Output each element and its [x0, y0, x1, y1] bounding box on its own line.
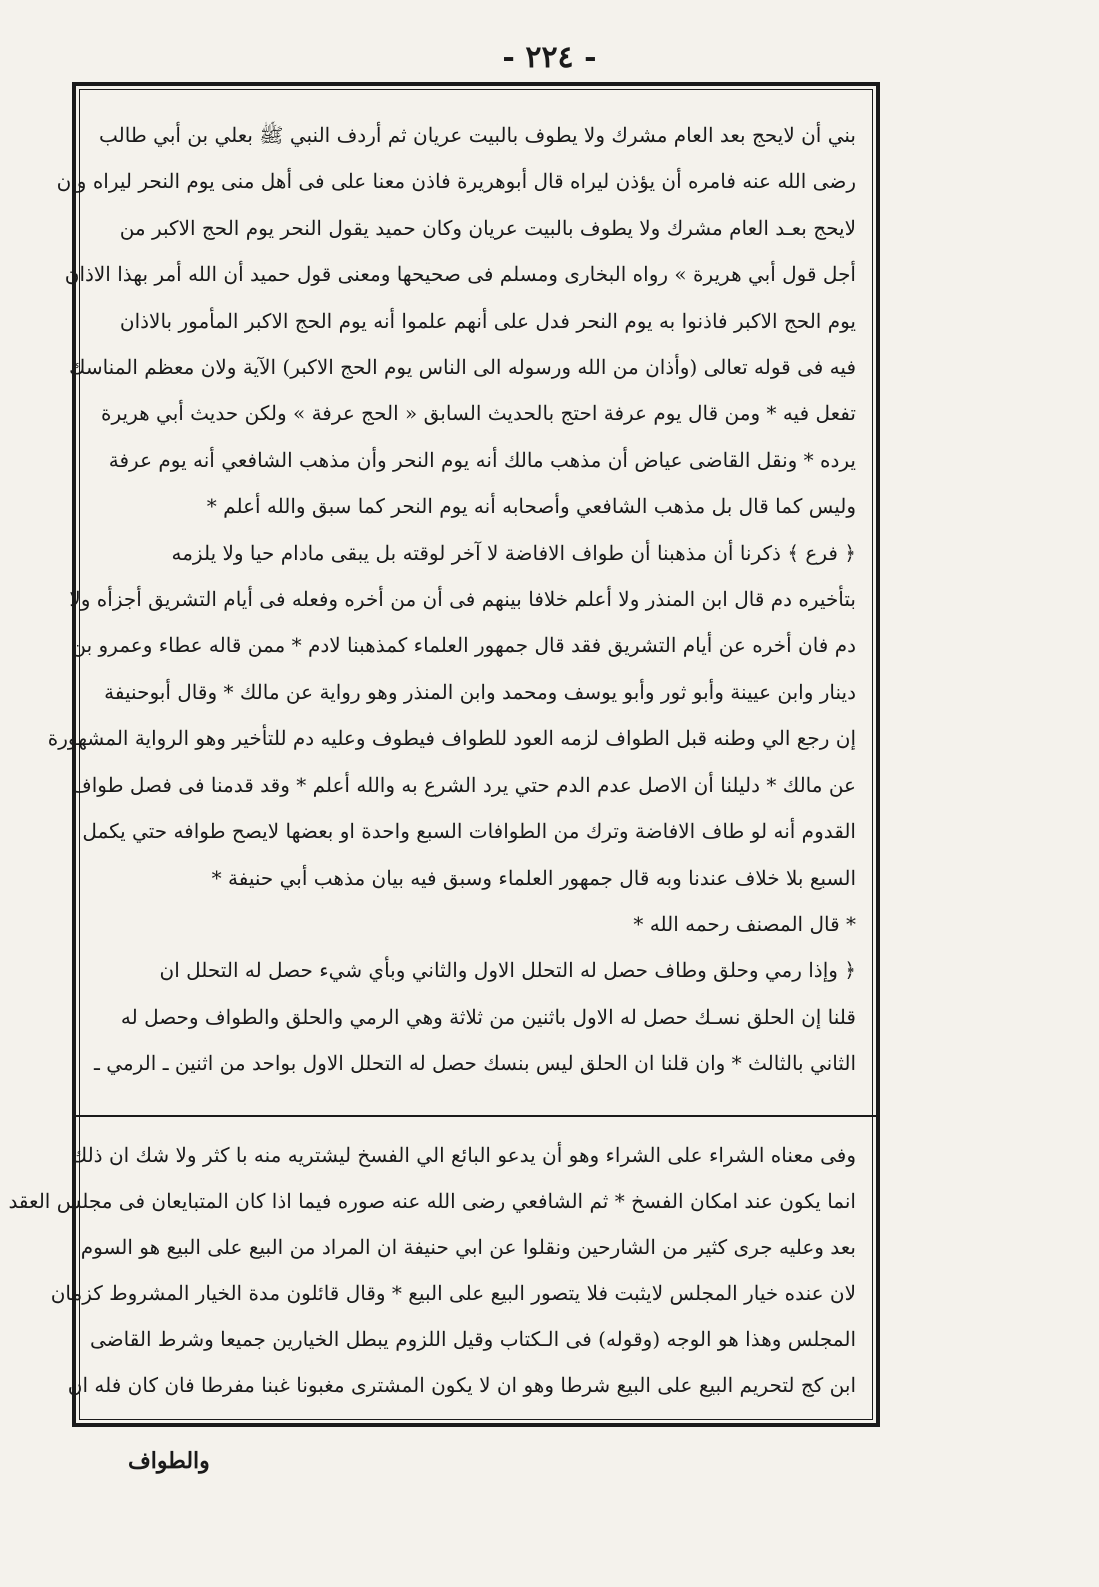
footnote-text: [8, 1132, 856, 1400]
footnote-line: المجلس وهذا هو الوجه (وقوله) فى الـكتاب وقيل اللزوم يبطل الخيارين جميعا وشرط القاضى: [89, 1327, 856, 1351]
text-line: لايحج بعـد العام مشرك ولا يطوف بالبيت عريان وكان حميد يقول النحر يوم الحج الاكبر من: [119, 215, 856, 240]
text-line: يوم الحج الاكبر فاذنوا به يوم النحر فدل على أنهم علموا أنه يوم الحج الاكبر المأمور بالاذان: [119, 308, 856, 333]
text-line: أجل قول أبي هريرة » رواه البخارى ومسلم فى صحيحها ومعنى قول حميد أن الله أمر بهذا الاذان: [64, 262, 856, 287]
text-line: يرده * ونقل القاضى عياض أن مذهب مالك أنه يوم النحر وأن مذهب الشافعي أنه يوم عرفة: [108, 447, 856, 472]
footnote-line: انما يكون عند امكان الفسخ * ثم الشافعي رضى الله عنه صوره فيما اذا كان المتبايعان فى مجلس العقد: [8, 1189, 856, 1213]
text-line: تفعل فيه * ومن قال يوم عرفة احتج بالحديث السابق « الحج عرفة » ولكن حديث أبي هريرة: [101, 401, 856, 426]
text-line: قلنا إن الحلق نسـك حصل له الاول باثنين من ثلاثة وهي الرمي والحلق والطواف وحصل له: [120, 1004, 856, 1029]
text-line: ﴿ وإذا رمي وحلق وطاف حصل له التحلل الاول والثاني وبأي شيء حصل له التحلل ان: [159, 958, 856, 983]
footnote-line: وفى معناه الشراء على الشراء وهو أن يدعو البائع الي الفسخ ليشتريه منه با كثر ولا شك ان ذلك: [70, 1143, 856, 1167]
text-line: دينار وابن عيينة وأبو ثور وأبو يوسف ومحمد وابن المنذر وهو رواية عن مالك * وقال أبوحنيفة: [104, 679, 856, 704]
page-number: - ٢٢٤ -: [502, 40, 597, 75]
text-line: القدوم أنه لو طاف الافاضة وترك من الطوافات السبع واحدة او بعضها لايصح طوافه حتي يكمل: [82, 819, 856, 844]
text-line: إن رجع الي وطنه قبل الطواف لزمه العود للطواف فيطوف وعليه دم للتأخير وهو الرواية المشهورة: [47, 726, 856, 751]
text-line: دم فان أخره عن أيام التشريق فقد قال جمهور العلماء كمذهبنا لادم * ممن قاله عطاء وعمرو بن: [71, 633, 856, 658]
text-line: عن مالك * دليلنا أن الاصل عدم الدم حتي يرد الشرع به والله أعلم * وقد قدمنا فى فصل طواف: [70, 772, 856, 797]
footnote-line: بعد وعليه جرى كثير من الشارحين ونقلوا عن ابي حنيفة ان المراد من البيع على البيع هو السوم: [80, 1235, 856, 1259]
text-line: الثاني بالثالث * وان قلنا ان الحلق ليس بنسك حصل له التحلل الاول بواحد من اثنين ـ الرمي ـ: [94, 1051, 856, 1076]
footnote-line: ابن كج لتحريم البيع على البيع شرطا وهو ان لا يكون المشترى مغبونا غبنا مفرطا فان كان فله ان: [67, 1373, 856, 1397]
text-line: فيه فى قوله تعالى (وأذان من الله ورسوله الى الناس يوم الحج الاكبر) الآية ولان معظم المناسك: [68, 355, 856, 380]
main-text: [47, 112, 856, 1088]
text-line: السبع بلا خلاف عندنا وبه قال جمهور العلماء وسبق فيه بيان مذهب أبي حنيفة *: [211, 865, 856, 890]
footnote-separator: [76, 1115, 876, 1117]
text-line: رضى الله عنه فامره أن يؤذن ليراه قال أبوهريرة فاذن معنا على فى أهل منى يوم النحر ليراه وأن: [56, 169, 856, 194]
text-line: * قال المصنف رحمه الله *: [633, 911, 856, 936]
text-line: ﴿ فرع ﴾ ذكرنا أن مذهبنا أن طواف الافاضة لا آخر لوقته بل يبقى مادام حيا ولا يلزمه: [171, 540, 856, 565]
footnote-line: لان عنده خيار المجلس لايثبت فلا يتصور البيع على البيع * وقال قائلون مدة الخيار المشروط كزمان: [50, 1281, 856, 1305]
text-line: وليس كما قال بل مذهب الشافعي وأصحابه أنه يوم النحر كما سبق والله أعلم *: [206, 494, 856, 519]
text-line: بتأخيره دم قال ابن المنذر ولا أعلم خلافا بينهم فى أن من أخره وفعله فى أيام التشريق أجزأه ولا: [69, 587, 856, 612]
catchword: والطواف: [128, 1448, 210, 1474]
text-line: بني أن لايحج بعد العام مشرك ولا يطوف بالبيت عريان ثم أردف النبي ﷺ بعلي بن أبي طالب: [99, 123, 856, 147]
